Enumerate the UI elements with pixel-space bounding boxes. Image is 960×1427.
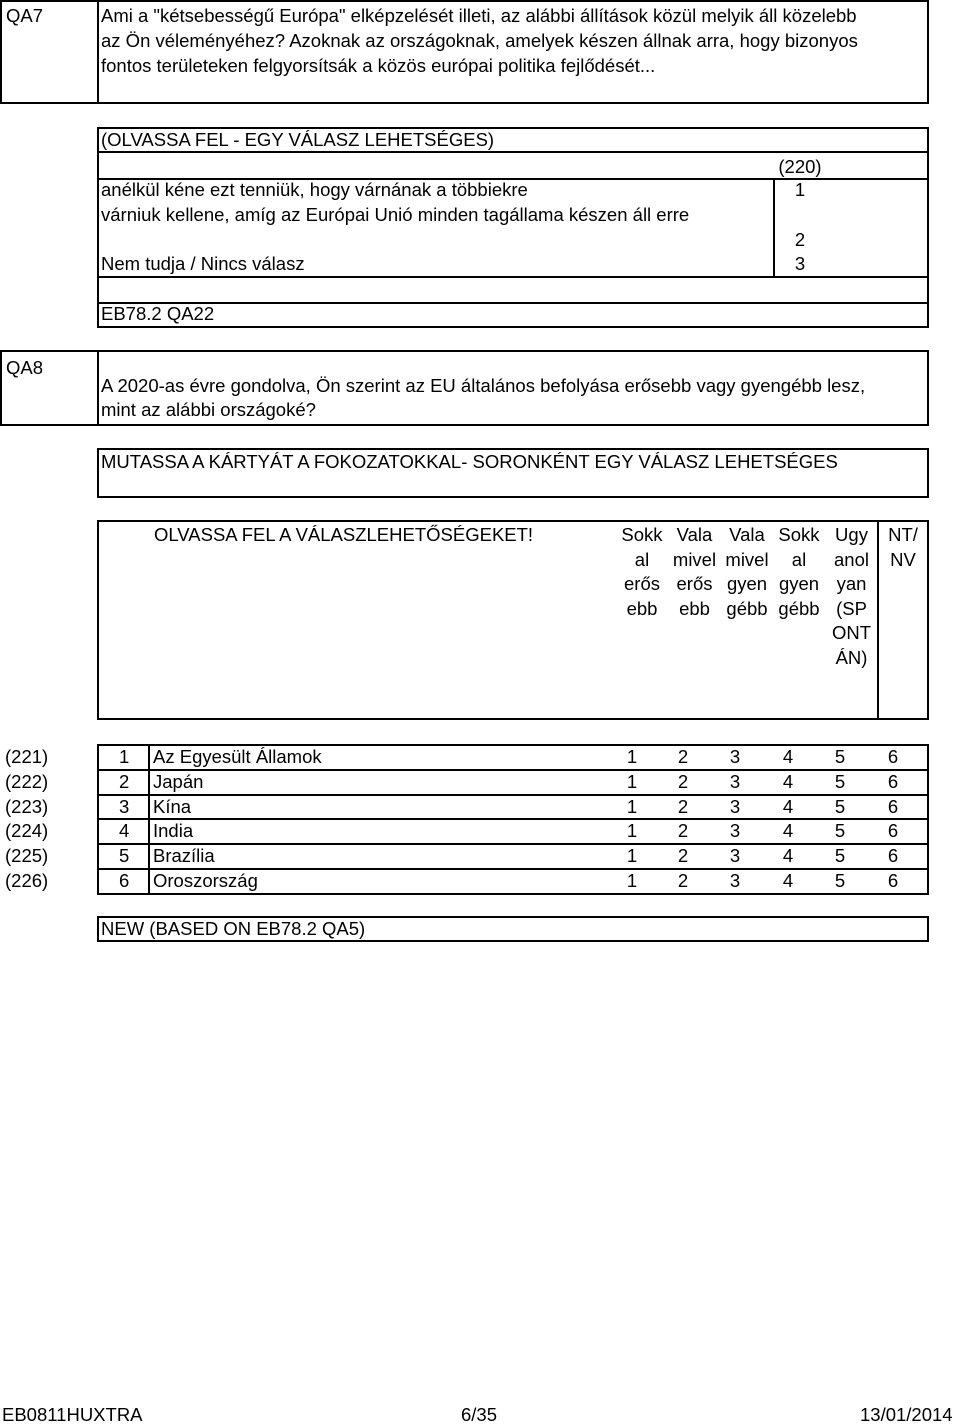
row-number: 1 — [119, 746, 130, 767]
row-number: 3 — [119, 795, 130, 817]
row-country: India — [153, 820, 194, 842]
scale-header-much-stronger: Sokk al erős ebb — [621, 524, 663, 619]
row-answer-code: 4 — [782, 845, 794, 867]
qa7-question-line-1: Ami a "kétsebességű Európa" elképzelését illeti, az alábbi állítások közül melyik áll közelebb — [101, 5, 857, 26]
qa8-read-instruction: OLVASSA FEL A VÁLASZLEHETŐSÉGEKET! — [154, 524, 534, 545]
row-number: 6 — [119, 870, 130, 891]
row-answer-code: 6 — [887, 795, 899, 817]
qa7-instruction: (OLVASSA FEL - EGY VÁLASZ LEHETSÉGES) — [101, 129, 495, 150]
footer-page-number: 6/35 — [461, 1404, 498, 1425]
row-answer-code: 6 — [887, 820, 899, 842]
row-answer-code: 1 — [626, 870, 638, 891]
qa7-code: QA7 — [6, 5, 44, 26]
qa7-source: EB78.2 QA22 — [101, 303, 215, 324]
footer-doc-id: EB0811HUXTRA — [2, 1404, 143, 1425]
table-row — [0, 745, 960, 770]
qa8-source: NEW (BASED ON EB78.2 QA5) — [101, 918, 366, 939]
qa7-answer-2: várniuk kellene, amíg az Európai Unió minden tagállama készen áll erre — [101, 204, 690, 225]
qa7-row-divider-3 — [97, 302, 929, 304]
row-answer-code: 3 — [729, 820, 741, 842]
row-answer-code: 2 — [677, 795, 689, 817]
row-number: 4 — [119, 820, 130, 842]
row-answer-code: 1 — [626, 770, 638, 792]
row-answer-code: 5 — [834, 845, 846, 867]
row-answer-code: 1 — [626, 820, 638, 842]
row-variable-code: (223) — [5, 795, 49, 817]
row-number: 5 — [119, 845, 130, 867]
qa8-question-line-1: A 2020-as évre gondolva, Ön szerint az EU általános befolyása erősebb vagy gyengébb lesz, — [101, 375, 866, 396]
row-answer-code: 3 — [729, 845, 741, 867]
qa7-answer-1-code: 1 — [794, 179, 806, 200]
row-variable-code: (222) — [5, 770, 49, 792]
scale-header-somewhat-stronger: Vala mivel erős ebb — [672, 524, 717, 619]
qa7-question-line-3: fontos területeken felgyorsítsák a közös európai politika fejlődését... — [101, 55, 656, 76]
qa7-answer-3-code: 3 — [794, 253, 806, 274]
footer-date: 13/01/2014 — [860, 1404, 953, 1425]
scale-header-dont-know: NT/ NV — [888, 524, 918, 570]
row-answer-code: 1 — [626, 845, 638, 867]
row-answer-code: 2 — [677, 746, 689, 767]
row-answer-code: 1 — [626, 795, 638, 817]
row-answer-code: 2 — [677, 870, 689, 891]
row-rule — [97, 893, 929, 895]
row-answer-code: 1 — [626, 746, 638, 767]
row-answer-code: 3 — [729, 870, 741, 891]
qa7-answer-1: anélkül kéne ezt tenniük, hogy várnának a többiekre — [101, 179, 528, 200]
qa7-code-column-rule — [773, 178, 775, 278]
table-row — [0, 844, 960, 869]
qa7-answer-3: Nem tudja / Nincs válasz — [101, 253, 305, 274]
row-answer-code: 4 — [782, 770, 794, 792]
qa7-var-code: (220) — [778, 156, 822, 177]
row-variable-code: (221) — [5, 746, 49, 767]
row-number: 2 — [119, 770, 130, 792]
row-country: Japán — [153, 770, 204, 792]
qa7-row-divider-2 — [97, 276, 929, 278]
row-answer-code: 3 — [729, 770, 741, 792]
row-country: Brazília — [153, 845, 215, 867]
row-answer-code: 6 — [887, 845, 899, 867]
row-country: Oroszország — [153, 870, 258, 891]
row-answer-code: 6 — [887, 746, 899, 767]
qa8-question-line-2: mint az alábbi országoké? — [101, 399, 316, 420]
table-row — [0, 795, 960, 820]
row-answer-code: 4 — [782, 795, 794, 817]
table-row — [0, 770, 960, 795]
table-row — [0, 869, 960, 894]
qa7-question-line-2: az Ön véleményéhez? Azoknak az országoknak, amelyek készen állnak arra, hogy bizonyos — [101, 30, 858, 51]
row-answer-code: 3 — [729, 795, 741, 817]
row-variable-code: (226) — [5, 870, 49, 891]
row-answer-code: 5 — [834, 770, 846, 792]
scale-header-much-weaker: Sokk al gyen gébb — [778, 524, 820, 619]
row-answer-code: 2 — [677, 845, 689, 867]
row-answer-code: 3 — [729, 746, 741, 767]
qa8-card-instruction: MUTASSA A KÁRTYÁT A FOKOZATOKKAL- SORONKÉNT EGY VÁLASZ LEHETSÉGES — [101, 451, 838, 472]
row-variable-code: (225) — [5, 845, 49, 867]
qa7-bottom-rule — [97, 326, 929, 328]
row-answer-code: 2 — [677, 820, 689, 842]
row-answer-code: 5 — [834, 820, 846, 842]
row-variable-code: (224) — [5, 820, 49, 842]
row-answer-code: 5 — [834, 870, 846, 891]
scale-header-somewhat-weaker: Vala mivel gyen gébb — [725, 524, 769, 619]
row-answer-code: 4 — [782, 820, 794, 842]
row-country: Az Egyesült Államok — [153, 746, 322, 767]
table-row — [0, 819, 960, 844]
row-answer-code: 4 — [782, 870, 794, 891]
row-answer-code: 6 — [887, 770, 899, 792]
qa8-code: QA8 — [6, 357, 44, 378]
row-answer-code: 5 — [834, 795, 846, 817]
row-answer-code: 5 — [834, 746, 846, 767]
row-country: Kína — [153, 795, 192, 817]
row-answer-code: 6 — [887, 870, 899, 891]
scale-header-same-spontaneous: Ugy anol yan (SP ONT ÁN) — [831, 524, 872, 668]
row-answer-code: 2 — [677, 770, 689, 792]
row-answer-code: 4 — [782, 746, 794, 767]
qa7-answer-2-code: 2 — [794, 229, 806, 250]
